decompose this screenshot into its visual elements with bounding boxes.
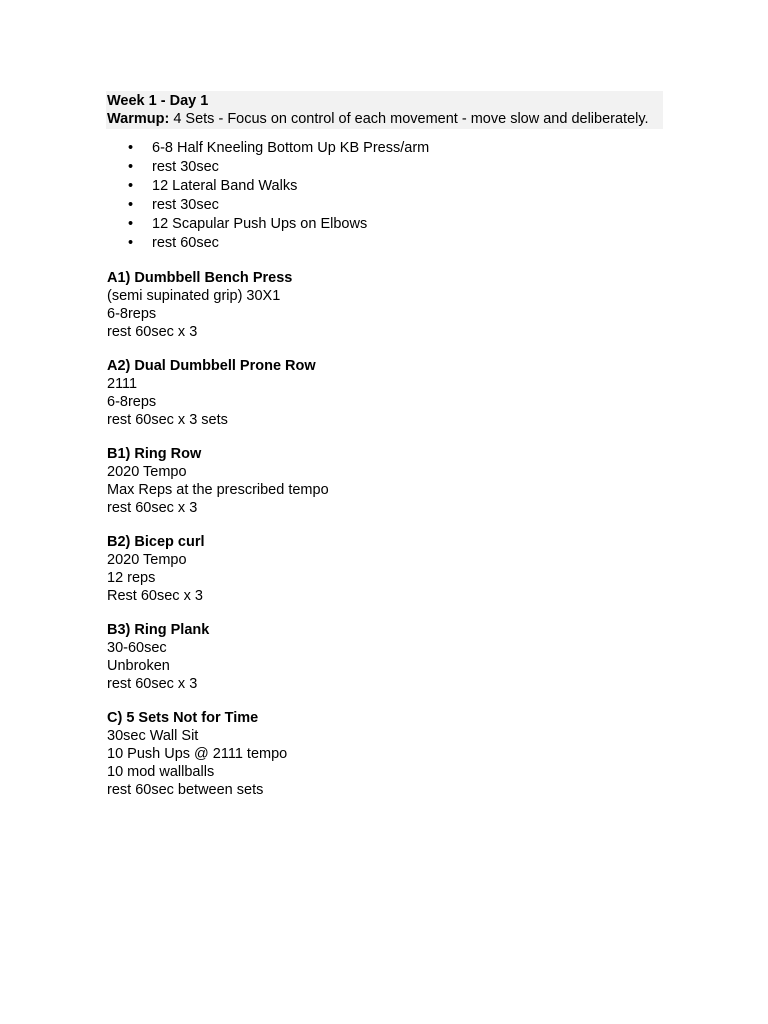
list-item: • rest 30sec [128, 159, 219, 175]
exercise-a1 [107, 269, 663, 341]
exercise-line: 10 mod wallballs [107, 764, 215, 780]
exercise-title: B2) Bicep curl [107, 534, 205, 550]
exercise-line: 6-8reps [107, 306, 157, 322]
day-title: Week 1 - Day 1 [107, 93, 209, 109]
exercise-line: 30sec Wall Sit [107, 728, 199, 744]
list-item: • 12 Scapular Push Ups on Elbows [128, 216, 368, 232]
exercise-line: rest 60sec between sets [107, 782, 264, 798]
exercise-line: 2020 Tempo [107, 464, 187, 480]
exercise-title: A2) Dual Dumbbell Prone Row [107, 358, 316, 374]
exercise-line: 12 reps [107, 570, 156, 586]
bullet-icon: • [128, 159, 134, 175]
exercise-line: rest 60sec x 3 [107, 676, 198, 692]
bullet-icon: • [128, 216, 134, 232]
warmup-list [107, 139, 663, 253]
exercise-b3 [107, 621, 663, 693]
exercise-line: 2020 Tempo [107, 552, 187, 568]
exercise-b2 [107, 533, 663, 605]
exercise-line: 6-8reps [107, 394, 157, 410]
exercise-line: Unbroken [107, 658, 170, 674]
exercise-line: rest 60sec x 3 [107, 500, 198, 516]
list-item: • 6-8 Half Kneeling Bottom Up KB Press/arm [128, 140, 430, 156]
exercise-c [107, 709, 663, 799]
list-item: • rest 30sec [128, 197, 219, 213]
exercise-title: A1) Dumbbell Bench Press [107, 270, 293, 286]
warmup-text: 4 Sets - Focus on control of each movement - move slow and deliberately. [169, 111, 649, 127]
bullet-icon: • [128, 140, 134, 156]
document-page [107, 91, 663, 799]
warmup-description [107, 110, 663, 128]
exercise-line: Max Reps at the prescribed tempo [107, 482, 329, 498]
exercise-a2 [107, 357, 663, 429]
exercise-line: rest 60sec x 3 [107, 324, 198, 340]
bullet-icon: • [128, 178, 134, 194]
exercise-line: 10 Push Ups @ 2111 tempo [107, 746, 288, 762]
bullet-icon: • [128, 197, 134, 213]
exercise-b1 [107, 445, 663, 517]
exercise-line: Rest 60sec x 3 [107, 588, 203, 604]
exercise-line: (semi supinated grip) 30X1 [107, 288, 281, 304]
warmup-label: Warmup: [107, 111, 170, 127]
list-item: • rest 60sec [128, 235, 219, 251]
exercise-line: rest 60sec x 3 sets [107, 412, 228, 428]
list-item: • 12 Lateral Band Walks [128, 178, 298, 194]
exercise-title: B3) Ring Plank [107, 622, 210, 638]
exercise-line: 2111 [107, 376, 138, 392]
day-header [106, 91, 663, 129]
exercise-title: C) 5 Sets Not for Time [107, 710, 259, 726]
exercise-title: B1) Ring Row [107, 446, 202, 462]
exercise-line: 30-60sec [107, 640, 167, 656]
bullet-icon: • [128, 235, 134, 251]
